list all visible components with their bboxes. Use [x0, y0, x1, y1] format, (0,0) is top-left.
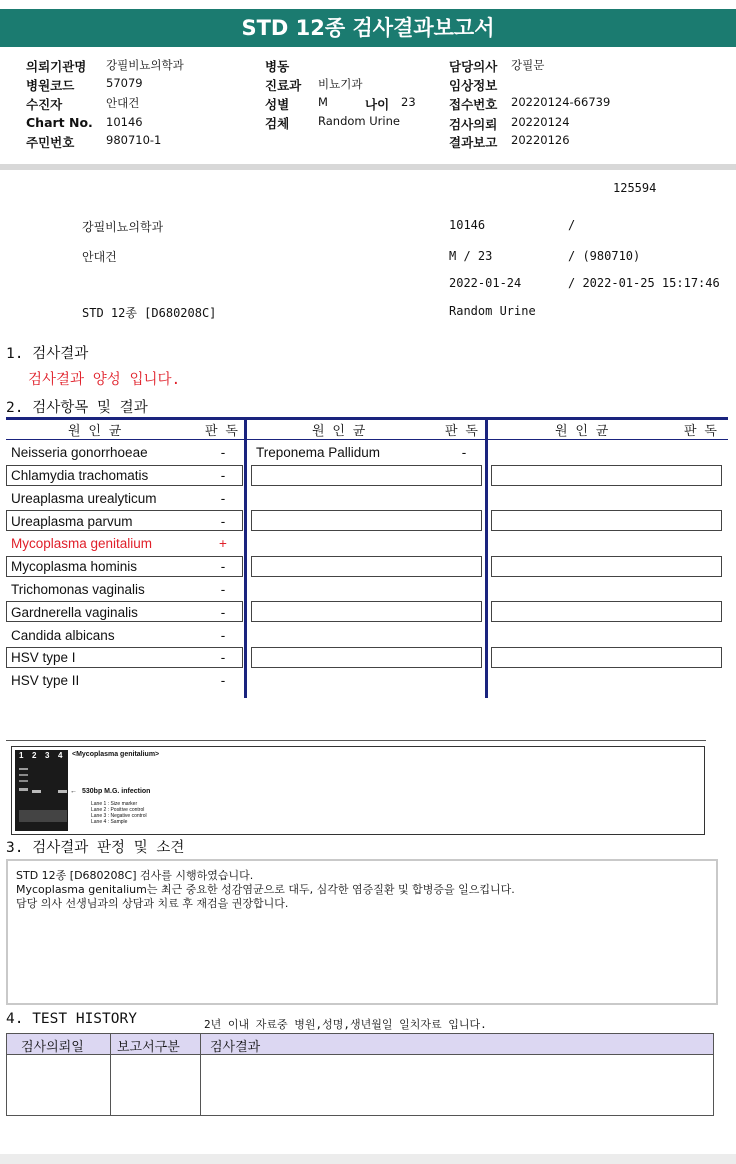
- gel-band-label: 530bp M.G. infection: [82, 788, 151, 795]
- organism-gardnerella: Gardnerella vaginalis: [11, 605, 138, 620]
- col2-judgment-header: 판 독: [445, 424, 478, 439]
- empty-cell: [251, 510, 482, 531]
- gel-lane-1: 1: [19, 751, 24, 760]
- result-mycoplasma-genitalium: +: [219, 536, 227, 551]
- gel-band: [32, 790, 41, 793]
- empty-cell: [251, 601, 482, 622]
- patient-label: 수진자: [26, 97, 63, 112]
- request-value: 20220124: [511, 115, 570, 129]
- gel-primer-dimer: [19, 810, 67, 822]
- info-report-datetime: / 2022-01-25 15:17:46: [568, 276, 720, 290]
- history-col-report-type: 보고서구분: [117, 1040, 180, 1055]
- organism-candida: Candida albicans: [11, 628, 115, 643]
- section1-title: 1. 검사결과: [6, 346, 89, 362]
- gel-legend-1: Lane 1 : Size marker: [91, 801, 138, 807]
- info-number: 125594: [613, 181, 657, 195]
- header-separator: [0, 164, 736, 170]
- specimen-label: 검체: [265, 116, 290, 131]
- organism-ureaplasma-parvum: Ureaplasma parvum: [11, 514, 133, 529]
- history-col-request-date: 검사의뢰일: [21, 1040, 84, 1055]
- gel-lane-2: 2: [32, 751, 37, 760]
- empty-cell: [491, 510, 722, 531]
- empty-cell: [491, 601, 722, 622]
- report-title: STD 12종 검사결과보고서: [0, 9, 736, 47]
- organism-hsv-2: HSV type II: [11, 673, 80, 688]
- info-clinic: 강필비뇨의학과: [82, 220, 164, 234]
- info-slash: /: [568, 218, 576, 232]
- receipt-value: 20220124-66739: [511, 95, 611, 109]
- organism-neisseria: Neisseria gonorrhoeae: [11, 445, 148, 460]
- result-ureaplasma-urealyticum: -: [220, 491, 226, 506]
- result-hsv-1: -: [220, 650, 226, 665]
- info-request-date: 2022-01-24: [449, 276, 522, 290]
- result-candida: -: [220, 628, 226, 643]
- institution-value: 강필비뇨의학과: [106, 58, 184, 72]
- section4-title: 4. TEST HISTORY: [6, 1011, 137, 1027]
- organism-chlamydia: Chlamydia trachomatis: [11, 468, 149, 483]
- gel-band: [19, 788, 28, 791]
- clinical-label: 임상정보: [449, 78, 498, 93]
- empty-cell: [251, 465, 482, 486]
- empty-cell: [491, 647, 722, 668]
- comment-line-1: STD 12종 [D680208C] 검사를 시행하였습니다.: [16, 869, 254, 882]
- table-divider-1: [244, 417, 247, 698]
- specimen-value: Random Urine: [318, 114, 400, 128]
- table-header-rule: [6, 439, 728, 440]
- gel-band: [58, 790, 67, 793]
- organism-mycoplasma-genitalium: Mycoplasma genitalium: [11, 536, 153, 551]
- result-hsv-2: -: [220, 673, 226, 688]
- gel-band: [19, 768, 28, 770]
- doctor-value: 강필문: [511, 58, 545, 72]
- gel-arrow-icon: ←: [70, 788, 77, 795]
- dept-value: 비뇨기과: [318, 77, 363, 91]
- gel-legend-4: Lane 4 : Sample: [91, 819, 128, 825]
- gel-band: [19, 780, 28, 782]
- institution-label: 의뢰기관명: [26, 59, 87, 74]
- result-gardnerella: -: [220, 605, 226, 620]
- sex-value: M: [318, 95, 328, 109]
- result-neisseria: -: [220, 445, 226, 460]
- gel-photo: [15, 750, 68, 831]
- history-col-result: 검사결과: [210, 1040, 261, 1055]
- report-value: 20220126: [511, 133, 570, 147]
- history-col-divider: [110, 1034, 111, 1115]
- section4-note: 2년 이내 자료중 병원,성명,생년월일 일치자료 입니다.: [204, 1018, 487, 1031]
- age-label: 나이: [365, 97, 390, 112]
- gel-top-rule: [6, 740, 706, 741]
- history-col-divider: [200, 1034, 201, 1115]
- comment-line-2: Mycoplasma genitalium는 최근 중요한 성감염균으로 대두, 심각한 염증질환 및 합병증을 일으킵니다.: [16, 883, 515, 896]
- info-test-name: STD 12종 [D680208C]: [82, 306, 217, 320]
- info-patient: 안대건: [82, 250, 117, 264]
- resident-label: 주민번호: [26, 135, 75, 150]
- hospital-code-value: 57079: [106, 76, 143, 90]
- result-chlamydia: -: [220, 468, 226, 483]
- col1-judgment-header: 판 독: [205, 424, 238, 439]
- organism-hsv-1: HSV type I: [11, 650, 76, 665]
- gel-lane-4: 4: [58, 751, 63, 760]
- report-label: 결과보고: [449, 135, 498, 150]
- gel-title: <Mycoplasma genitalium>: [72, 751, 160, 758]
- organism-trichomonas: Trichomonas vaginalis: [11, 582, 145, 597]
- info-specimen: Random Urine: [449, 304, 536, 318]
- gel-legend-3: Lane 3 : Negative control: [91, 813, 147, 819]
- result-mycoplasma-hominis: -: [220, 559, 226, 574]
- ward-label: 병동: [265, 59, 290, 74]
- empty-cell: [491, 465, 722, 486]
- gel-lane-3: 3: [45, 751, 50, 760]
- organism-mycoplasma-hominis: Mycoplasma hominis: [11, 559, 138, 574]
- dept-label: 진료과: [265, 78, 302, 93]
- history-table: [6, 1033, 714, 1116]
- doctor-label: 담당의사: [449, 59, 498, 74]
- empty-cell: [491, 556, 722, 577]
- col2-organism-header: 원 인 균: [312, 424, 366, 439]
- hospital-code-label: 병원코드: [26, 78, 75, 93]
- col1-organism-header: 원 인 균: [68, 424, 122, 439]
- section3-title: 3. 검사결과 판정 및 소견: [6, 840, 185, 856]
- empty-cell: [251, 556, 482, 577]
- result-treponema: -: [461, 445, 467, 460]
- gel-image: [11, 746, 705, 835]
- request-label: 검사의뢰: [449, 117, 498, 132]
- gel-band: [19, 774, 28, 776]
- info-sex-age: M / 23: [449, 249, 493, 263]
- section2-title: 2. 검사항목 및 결과: [6, 400, 148, 416]
- col3-organism-header: 원 인 균: [555, 424, 609, 439]
- history-header: [7, 1034, 713, 1055]
- empty-cell: [251, 647, 482, 668]
- sex-label: 성별: [265, 97, 290, 112]
- organism-treponema: Treponema Pallidum: [256, 445, 381, 460]
- resident-value: 980710-1: [106, 133, 162, 147]
- info-chart: 10146: [449, 218, 486, 232]
- footer-band: [0, 1154, 736, 1164]
- info-birth: / (980710): [568, 249, 641, 263]
- chart-label: Chart No.: [26, 115, 93, 130]
- organism-ureaplasma-urealyticum: Ureaplasma urealyticum: [11, 491, 157, 506]
- col3-judgment-header: 판 독: [684, 424, 717, 439]
- patient-value: 안대건: [106, 96, 140, 110]
- result-trichomonas: -: [220, 582, 226, 597]
- comment-line-3: 담당 의사 선생님과의 상담과 치료 후 재검을 권장합니다.: [16, 897, 289, 910]
- table-divider-2: [485, 417, 488, 698]
- gel-legend-2: Lane 2 : Positive control: [91, 807, 145, 813]
- age-value: 23: [401, 95, 416, 109]
- chart-value: 10146: [106, 115, 143, 129]
- section1-result: 검사결과 양성 입니다.: [28, 372, 181, 388]
- receipt-label: 접수번호: [449, 97, 498, 112]
- result-ureaplasma-parvum: -: [220, 514, 226, 529]
